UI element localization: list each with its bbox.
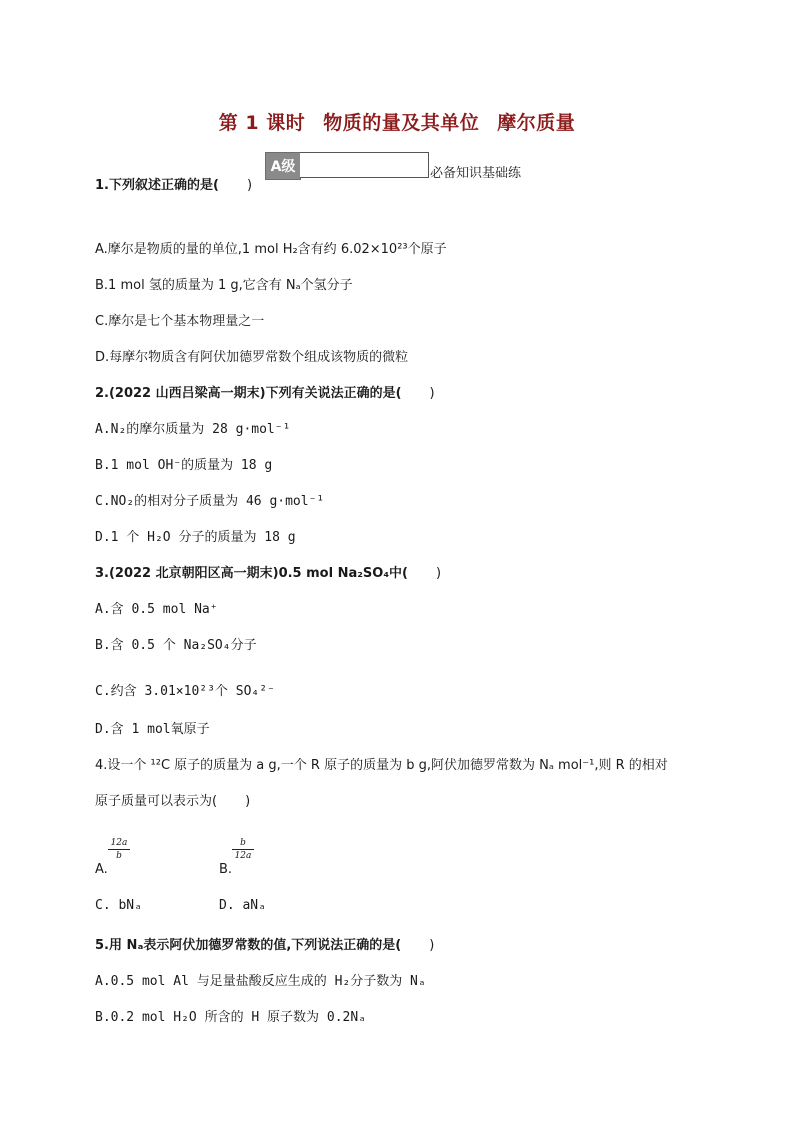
q2-option-c: C.NO₂的相对分子质量为 46 g·mol⁻¹ <box>95 494 325 509</box>
q4-option-a-numerator: 12a <box>108 838 130 850</box>
level-score-box <box>300 152 429 178</box>
q5-option-b: B.0.2 mol H₂O 所含的 H 原子数为 0.2Nₐ <box>95 1010 367 1025</box>
q4-option-b-label: B. <box>219 862 233 877</box>
q1-option-d: D.每摩尔物质含有阿伏加德罗常数个组成该物质的微粒 <box>95 350 409 365</box>
q4-stem-line2-text: 原子质量可以表示为( <box>95 794 218 809</box>
lesson-title <box>0 108 794 135</box>
q4-stem-line1: 4.设一个 ¹²C 原子的质量为 a g,一个 R 原子的质量为 b g,阿伏加德罗常数为 Nₐ mol⁻¹,则 R 的相对 <box>95 758 668 773</box>
q4-option-c: C. bNₐ <box>95 898 142 913</box>
q3-option-c: C.约含 3.01×10²³个 SO₄²⁻ <box>95 684 275 699</box>
q3-stem <box>95 562 441 581</box>
q2-stem <box>95 382 435 401</box>
q3-option-d: D.含 1 mol氧原子 <box>95 722 210 737</box>
q3-option-a: A.含 0.5 mol Na⁺ <box>95 602 218 617</box>
q4-option-b-fraction <box>232 838 254 861</box>
q4-stem-line2 <box>95 790 250 809</box>
q5-stem <box>95 934 434 953</box>
q4-option-a-denominator: b <box>116 851 122 861</box>
title-part-topic: 物质的量及其单位 <box>323 112 480 134</box>
level-badge: A级 <box>265 152 301 180</box>
q4-option-b-denominator: 12a <box>234 851 252 861</box>
q3-stem-text: 3.(2022 北京朝阳区高一期末)0.5 mol Na₂SO₄中( <box>95 566 408 581</box>
title-part-lesson: 第 1 课时 <box>218 112 306 134</box>
q2-option-a: A.N₂的摩尔质量为 28 g·mol⁻¹ <box>95 422 291 437</box>
q2-option-b: B.1 mol OH⁻的质量为 18 g <box>95 458 273 473</box>
q4-option-a-label: A. <box>95 862 108 877</box>
q1-option-b: B.1 mol 氢的质量为 1 g,它含有 Nₐ个氢分子 <box>95 278 353 293</box>
q1-paren-close: ) <box>246 178 253 193</box>
q2-option-d: D.1 个 H₂O 分子的质量为 18 g <box>95 530 296 545</box>
q2-stem-text: 2.(2022 山西吕梁高一期末)下列有关说法正确的是( <box>95 386 402 401</box>
level-label: 必备知识基础练 <box>430 166 522 181</box>
q1-option-a: A.摩尔是物质的量的单位,1 mol H₂含有约 6.02×10²³个原子 <box>95 242 447 257</box>
q1-option-c: C.摩尔是七个基本物理量之一 <box>95 314 265 329</box>
q4-option-b-numerator: b <box>232 838 254 850</box>
q4-option-d: D. aNₐ <box>219 898 266 913</box>
title-part-molar-mass: 摩尔质量 <box>497 112 576 134</box>
q4-option-a-fraction <box>108 838 130 861</box>
q5-paren-close: ) <box>429 938 435 953</box>
q2-paren-close: ) <box>429 386 435 401</box>
q3-option-b: B.含 0.5 个 Na₂SO₄分子 <box>95 638 257 653</box>
q1-stem-text: 1.下列叙述正确的是( <box>95 178 219 193</box>
q5-option-a: A.0.5 mol Al 与足量盐酸反应生成的 H₂分子数为 Nₐ <box>95 974 426 989</box>
q1-stem <box>95 174 252 193</box>
q4-paren-close: ) <box>245 794 251 809</box>
q5-stem-text: 5.用 Nₐ表示阿伏加德罗常数的值,下列说法正确的是( <box>95 938 402 953</box>
q3-paren-close: ) <box>435 566 442 581</box>
